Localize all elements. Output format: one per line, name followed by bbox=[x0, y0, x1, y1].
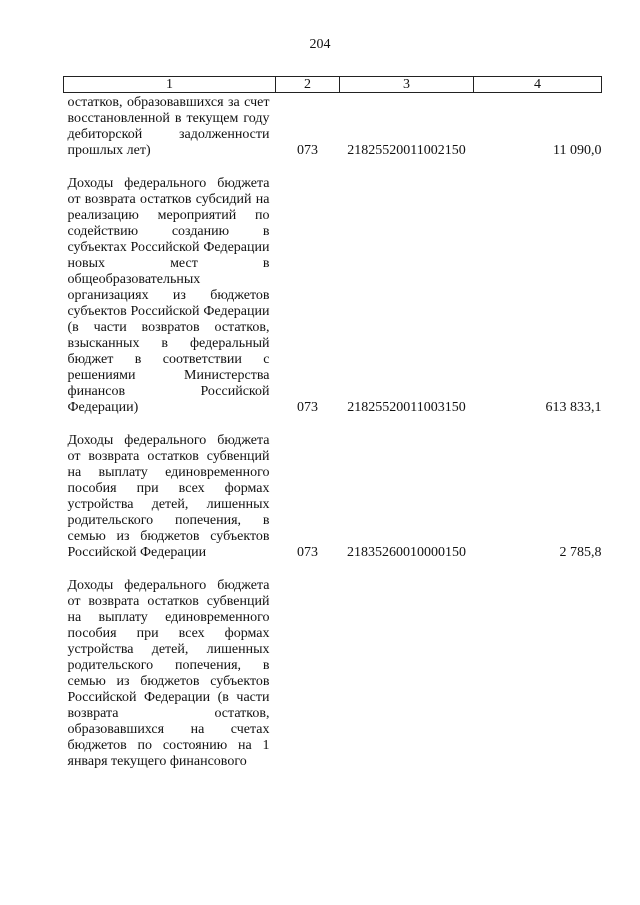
row-amount bbox=[474, 578, 602, 770]
row-budget-code: 21825520011003150 bbox=[347, 400, 466, 415]
row-description: Доходы федерального бюджета от возврата остатков субсидий на реализацию мероприятий по содействию созданию в субъектах Российской Федерации новых мест в общеобразовательных организациях из бюджетов субъектов Российской Федерации (в части возвратов остатков, взысканных в федеральный бюджет в соответствии с решениями Министерства финансов Российской Федерации) bbox=[67, 176, 270, 415]
row-budget-code: 21825520011002150 bbox=[347, 143, 466, 158]
row-description: Доходы федерального бюджета от возврата остатков субвенций на выплату единовременного пособия при всех формах устройства детей, лишенных родительского попечения, в семью из бюджетов субъектов Российской Федерации bbox=[67, 433, 270, 560]
budget-table bbox=[63, 76, 602, 770]
table-row bbox=[64, 578, 602, 770]
column-header-2: 2 bbox=[276, 77, 340, 93]
row-budget-code bbox=[340, 578, 474, 770]
table-row bbox=[64, 93, 602, 177]
table-row bbox=[64, 433, 602, 578]
row-admin-code: 073 bbox=[297, 400, 318, 415]
row-amount: 11 090,0 bbox=[553, 143, 602, 158]
row-description: Доходы федерального бюджета от возврата остатков субвенций на выплату единовременного пособия при всех формах устройства детей, лишенных родительского попечения, в семью из бюджетов субъектов Российской Федерации (в части возврата остатков, образовавшихся на счетах бюджетов по состоянию на 1 января текущего финансового bbox=[67, 578, 270, 769]
row-admin-code bbox=[276, 578, 340, 770]
column-header-4: 4 bbox=[474, 77, 602, 93]
column-header-1: 1 bbox=[64, 77, 276, 93]
row-description: остатков, образовавшихся за счет восстановленной в текущем году дебиторской задолженности прошлых лет) bbox=[67, 95, 270, 158]
table-row bbox=[64, 176, 602, 433]
row-admin-code: 073 bbox=[297, 143, 318, 158]
row-amount: 2 785,8 bbox=[559, 545, 602, 560]
row-admin-code: 073 bbox=[297, 545, 318, 560]
page-number: 204 bbox=[309, 37, 331, 52]
row-budget-code: 21835260010000150 bbox=[347, 545, 466, 560]
row-amount: 613 833,1 bbox=[545, 400, 602, 415]
table-header-row bbox=[64, 77, 602, 93]
column-header-3: 3 bbox=[340, 77, 474, 93]
